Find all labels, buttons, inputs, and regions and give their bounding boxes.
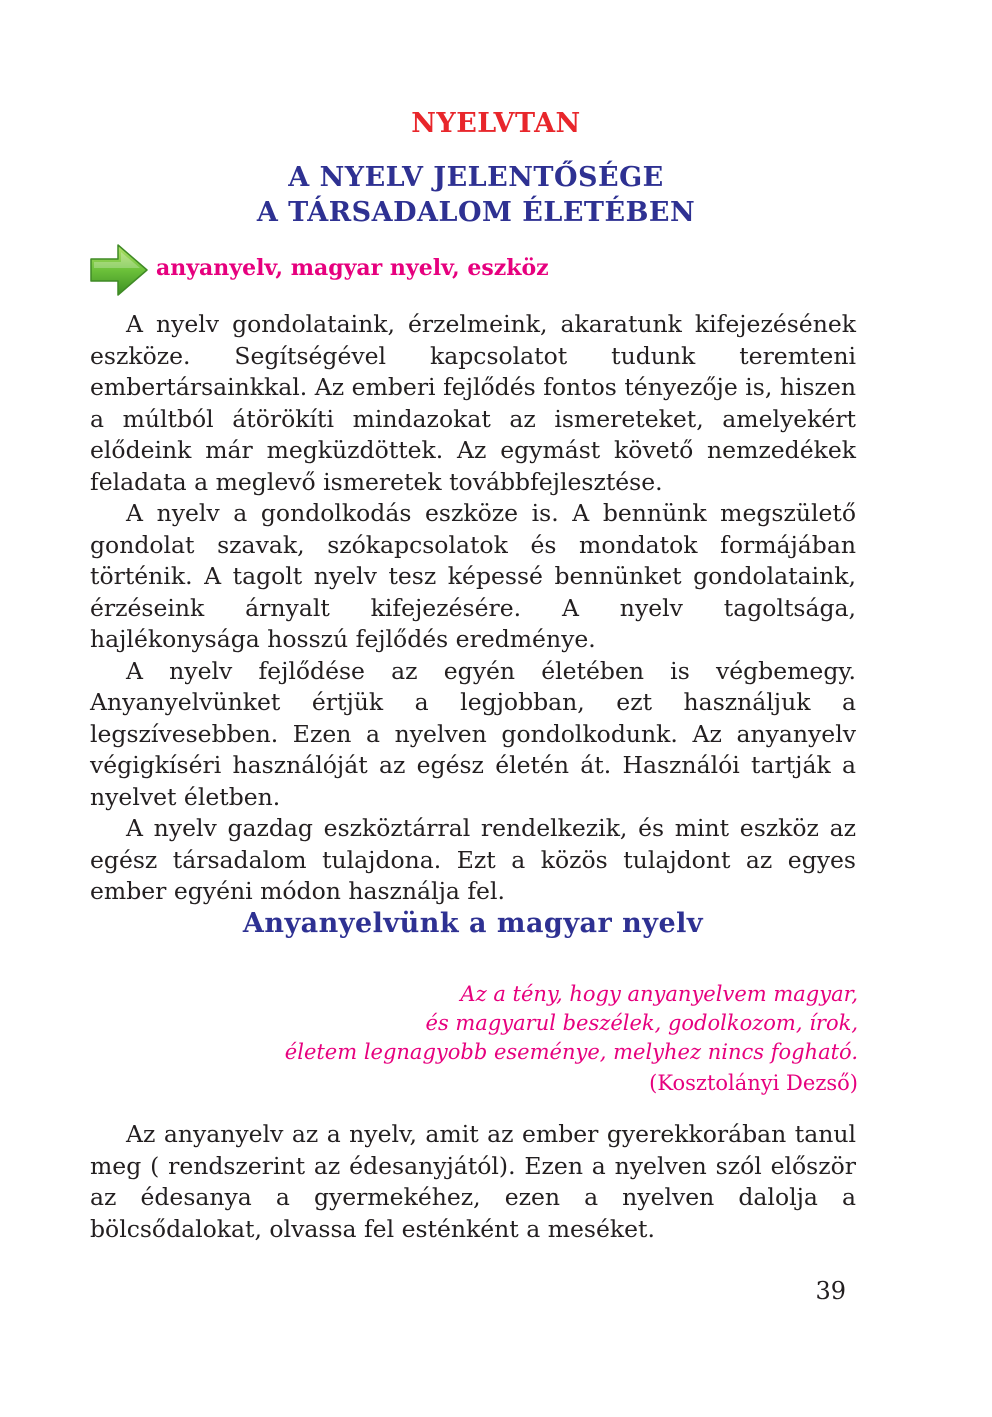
quote-line-3: életem legnagyobb eseménye, melyhez nincs fogható. [284,1040,858,1064]
quote [158,980,858,1098]
lesson-title-line-1: A NYELV JELENTŐSÉGE [288,162,664,193]
lesson-title-line-2: A TÁRSADALOM ÉLETÉBEN [256,197,696,228]
paragraph-1: A nyelv gondolataink, érzelmeink, akaratunk kifejezésének eszköze. Segítségével kapcsolatot tudunk teremteni embertársainkkal. Az emberi fejlődés fontos tényezője is, hiszen a múltból átörökíti mindazokat az ismereteket, amelyekért elődeink már megküzdöttek. Az egymást követő nemzedékek feladata a meglevő ismeretek továbbfejlesztése. [90,310,856,496]
closing-text [90,1119,856,1245]
page-number: 39 [815,1277,846,1305]
quote-line-1: Az a tény, hogy anyanyelvem magyar, [460,982,858,1006]
paragraph-3: A nyelv fejlődése az egyén életében is végbemegy. Anyanyelvünket értjük a legjobban, ezt használjuk a legszívesebben. Ezen a nyelven gondolkodunk. Az anyanyelv végigkíséri használóját az egész életén át. Használói tartják a nyelvet életben. [90,656,856,811]
paragraph-4: A nyelv gazdag eszköztárral rendelkezik, és mint eszköz az egész társadalom tulajdona. Ezt a közös tulajdont az egyes ember egyéni módon használja fel. [90,814,856,905]
intro-text [90,309,856,908]
green-arrow-icon [88,241,150,299]
keywords-row [88,240,549,300]
lesson-title [0,160,952,230]
keywords-text: anyanyelv, magyar nyelv, eszköz [156,255,549,281]
quote-line-2: és magyarul beszélek, godolkozom, írok, [425,1011,858,1035]
paragraph-2: A nyelv a gondolkodás eszköze is. A bennünk megszülető gondolat szavak, szókapcsolatok és mondatok formájában történik. A tagolt nyelv tesz képessé bennünket gondolataink, érzéseink árnyalt kifejezésére. A nyelv tagoltsága, hajlékonysága hosszú fejlődés eredménye. [90,499,856,653]
section-title: NYELVTAN [411,108,581,139]
closing-paragraph: Az anyanyelv az a nyelv, amit az ember gyerekkorában tanul meg ( rendszerint az édesanyjától). Ezen a nyelven szól először az édesanya a gyermekéhez, ezen a nyelven dalolja a bölcsődalokat, olvassa fel esténként a meséket. [90,1120,856,1243]
subheading: Anyanyelvünk a magyar nyelv [242,908,704,939]
quote-author: (Kosztolányi Dezső) [649,1071,858,1095]
